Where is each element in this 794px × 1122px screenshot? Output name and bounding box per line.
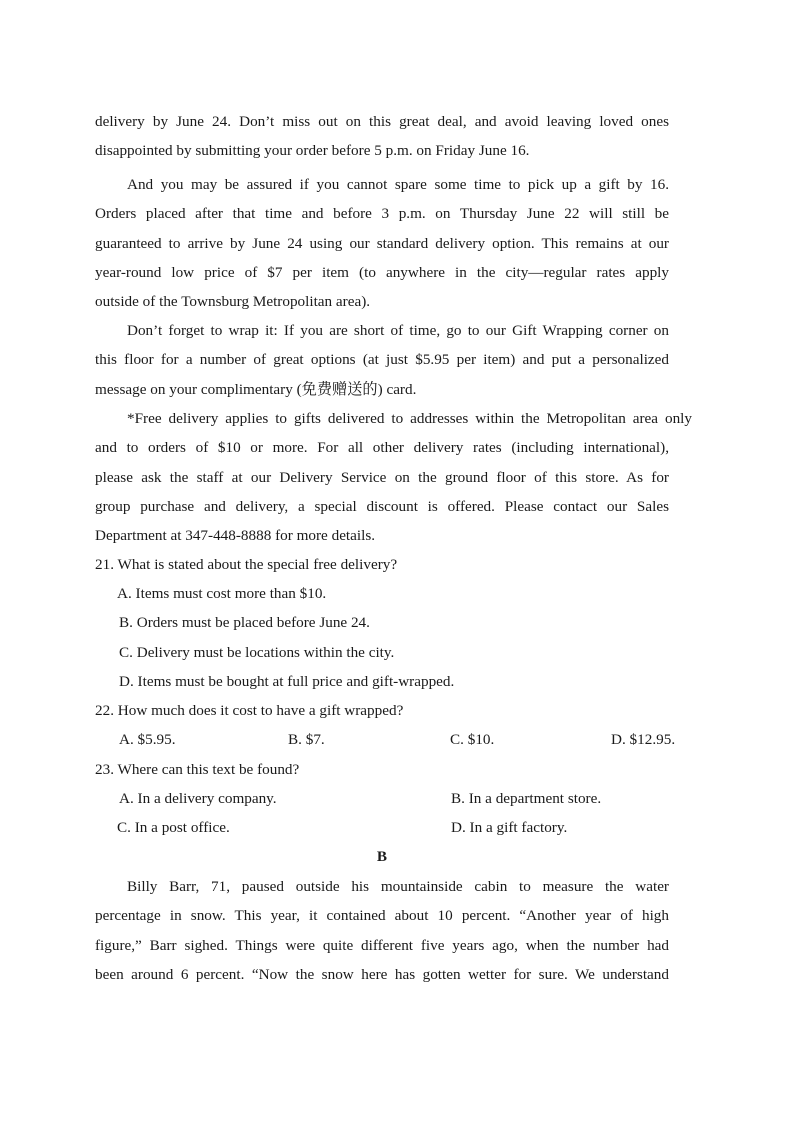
text-line: message on your complimentary (免费赠送的) card. (95, 380, 417, 398)
text-line: year-round low price of $7 per item (to anywhere in the city—regular rates apply (95, 263, 669, 281)
text-line: delivery by June 24. Don’t miss out on this great deal, and avoid leaving loved ones (95, 113, 669, 130)
text-line: Don’t forget to wrap it: If you are short of time, go to our Gift Wrapping corner on (127, 322, 669, 339)
question-22-option-b: B. $7. (288, 731, 325, 748)
passage-a-paragraph-1 (95, 107, 669, 166)
question-23-option-a: A. In a delivery company. (119, 790, 277, 807)
question-21-option-c: C. Delivery must be locations within the city. (119, 644, 395, 661)
question-23-option-c: C. In a post office. (117, 819, 230, 836)
question-23-stem: 23. Where can this text be found? (95, 761, 300, 778)
question-22-option-a: A. $5.95. (119, 731, 176, 748)
question-22-option-d: D. $12.95. (611, 731, 676, 748)
text-line: this floor for a number of great options (at just $5.95 per item) and put a personalized (95, 351, 669, 369)
question-21-option-a: A. Items must cost more than $10. (117, 585, 327, 602)
text-line: been around 6 percent. “Now the snow here has gotten wetter for sure. We understand (95, 965, 669, 983)
question-22-stem: 22. How much does it cost to have a gift wrapped? (95, 702, 404, 719)
text-line: guaranteed to arrive by June 24 using our standard delivery option. This remains at our (95, 234, 669, 252)
passage-a-paragraph-3 (95, 316, 669, 404)
question-23-option-b: B. In a department store. (451, 790, 602, 807)
text-line: *Free delivery applies to gifts delivered to addresses within the Metropolitan area only (127, 410, 692, 427)
text-line: disappointed by submitting your order before 5 p.m. on Friday June 16. (95, 142, 530, 160)
passage-a-paragraph-2 (95, 170, 669, 316)
text-line: figure,” Barr sighed. Things were quite different five years ago, when the number had (95, 936, 669, 954)
text-line: outside of the Townsburg Metropolitan area). (95, 293, 371, 311)
question-21-option-b: B. Orders must be placed before June 24. (119, 614, 370, 631)
question-22-option-c: C. $10. (450, 731, 495, 748)
question-21-stem: 21. What is stated about the special free delivery? (95, 556, 398, 573)
text-line: percentage in snow. This year, it contained about 10 percent. “Another year of high (95, 907, 669, 925)
question-23-option-d: D. In a gift factory. (451, 819, 568, 836)
passage-b-paragraph-1 (95, 872, 669, 989)
passage-a-paragraph-4 (95, 404, 692, 550)
text-line: Department at 347-448-8888 for more details. (95, 527, 376, 545)
text-line: group purchase and delivery, a special discount is offered. Please contact our Sales (95, 497, 669, 515)
text-line: Orders placed after that time and before 3 p.m. on Thursday June 22 will still be (95, 205, 669, 223)
section-b-heading: B (376, 848, 388, 865)
text-line: please ask the staff at our Delivery Service on the ground floor of this store. As for (95, 468, 669, 486)
question-21-option-d: D. Items must be bought at full price and gift-wrapped. (119, 673, 455, 690)
text-line: Billy Barr, 71, paused outside his mountainside cabin to measure the water (127, 878, 669, 895)
text-line: and to orders of $10 or more. For all other delivery rates (including international), (95, 439, 669, 457)
text-line: And you may be assured if you cannot spare some time to pick up a gift by 16. (127, 176, 669, 193)
